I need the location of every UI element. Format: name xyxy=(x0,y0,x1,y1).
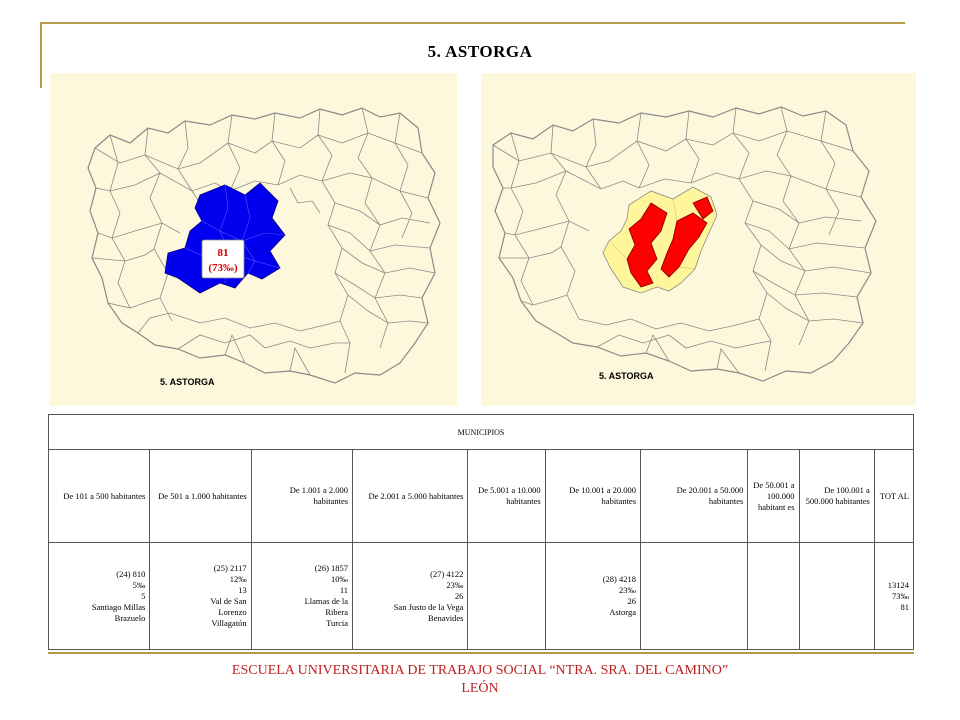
footer xyxy=(0,662,960,698)
category-cell: De 100.001 a 500.000 habitantes xyxy=(799,450,874,543)
data-cell xyxy=(49,543,150,650)
cell-line: 11 xyxy=(339,585,349,595)
cell-line: 12‰ xyxy=(229,574,247,584)
category-cell: TOT AL xyxy=(874,450,913,543)
category-row xyxy=(49,450,914,543)
data-cell xyxy=(353,543,468,650)
data-cell-empty xyxy=(799,543,874,650)
cell-line: (27) 4122 xyxy=(430,568,464,579)
cell-line: (26) 1857 xyxy=(314,563,349,573)
map-right-panel xyxy=(481,73,916,406)
cell-line: 13 xyxy=(238,585,247,595)
cell-line: Santiago Millas xyxy=(91,601,146,612)
cell-line: Benavides xyxy=(428,612,464,623)
category-cell: De 10.001 a 20.000 habitantes xyxy=(545,450,640,543)
category-cell: De 501 a 1.000 habitantes xyxy=(150,450,251,543)
cell-line: Astorga xyxy=(609,607,637,617)
map-left-label: 5. ASTORGA xyxy=(160,377,215,387)
cell-line: 23‰ xyxy=(619,585,637,595)
cell-line: (28) 4218 xyxy=(602,574,637,584)
page-title: 5. ASTORGA xyxy=(427,42,533,61)
cell-line: (25) 2117 xyxy=(213,563,247,573)
cell-line: 26 xyxy=(627,596,637,606)
municipios-table xyxy=(48,414,914,650)
cell-line: 5 xyxy=(141,590,146,601)
cell-line: San Justo de la Vega xyxy=(393,601,464,612)
cell-line: Ribera xyxy=(325,607,349,617)
cell-line: (24) 810 xyxy=(116,568,146,579)
province-map-right xyxy=(481,73,916,406)
footer-rule xyxy=(48,652,914,654)
category-cell: De 50.001 a 100.000 habitant es xyxy=(748,450,799,543)
cell-line: 81 xyxy=(900,601,909,612)
cell-line: Turcia xyxy=(326,618,349,628)
data-cell-empty xyxy=(748,543,799,650)
cell-line: 23‰ xyxy=(446,579,464,590)
cell-line: Brazuelo xyxy=(114,612,146,623)
data-cell-empty xyxy=(468,543,545,650)
category-cell: De 1.001 a 2.000 habitantes xyxy=(251,450,352,543)
cell-line: Villagatón xyxy=(211,618,247,628)
data-cell xyxy=(150,543,251,650)
cell-line: 73‰ xyxy=(892,590,909,601)
data-cell-empty xyxy=(641,543,748,650)
category-cell: De 101 a 500 habitantes xyxy=(49,450,150,543)
badge-pct: (73‰) xyxy=(208,262,238,274)
cell-line: 10‰ xyxy=(331,574,349,584)
data-cell-total xyxy=(874,543,913,650)
category-cell: De 5.001 a 10.000 habitantes xyxy=(468,450,545,543)
category-cell: De 20.001 a 50.000 habitantes xyxy=(641,450,748,543)
cell-line: Llamas de la xyxy=(304,596,349,606)
badge-count: 81 xyxy=(217,247,229,259)
map-left-panel xyxy=(50,73,457,406)
frame-top-rule xyxy=(40,22,905,24)
data-cell xyxy=(251,543,352,650)
cell-line: 13124 xyxy=(887,579,909,590)
category-cell: De 2.001 a 5.000 habitantes xyxy=(353,450,468,543)
cell-line: 26 xyxy=(454,590,464,601)
data-cell xyxy=(545,543,640,650)
footer-line-1: ESCUELA UNIVERSITARIA DE TRABAJO SOCIAL “NTRA. SRA. DEL CAMINO” xyxy=(231,663,729,678)
cell-line: Val de San xyxy=(210,596,247,606)
province-map-left xyxy=(50,73,457,406)
footer-line-2: LEÓN xyxy=(461,681,499,696)
table-header-row xyxy=(49,415,914,450)
map-right-label: 5. ASTORGA xyxy=(599,371,654,381)
cell-line: 5‰ xyxy=(132,579,146,590)
table-header: MUNICIPIOS xyxy=(49,415,914,450)
data-row xyxy=(49,543,914,650)
cell-line: Lorenzo xyxy=(218,607,247,617)
